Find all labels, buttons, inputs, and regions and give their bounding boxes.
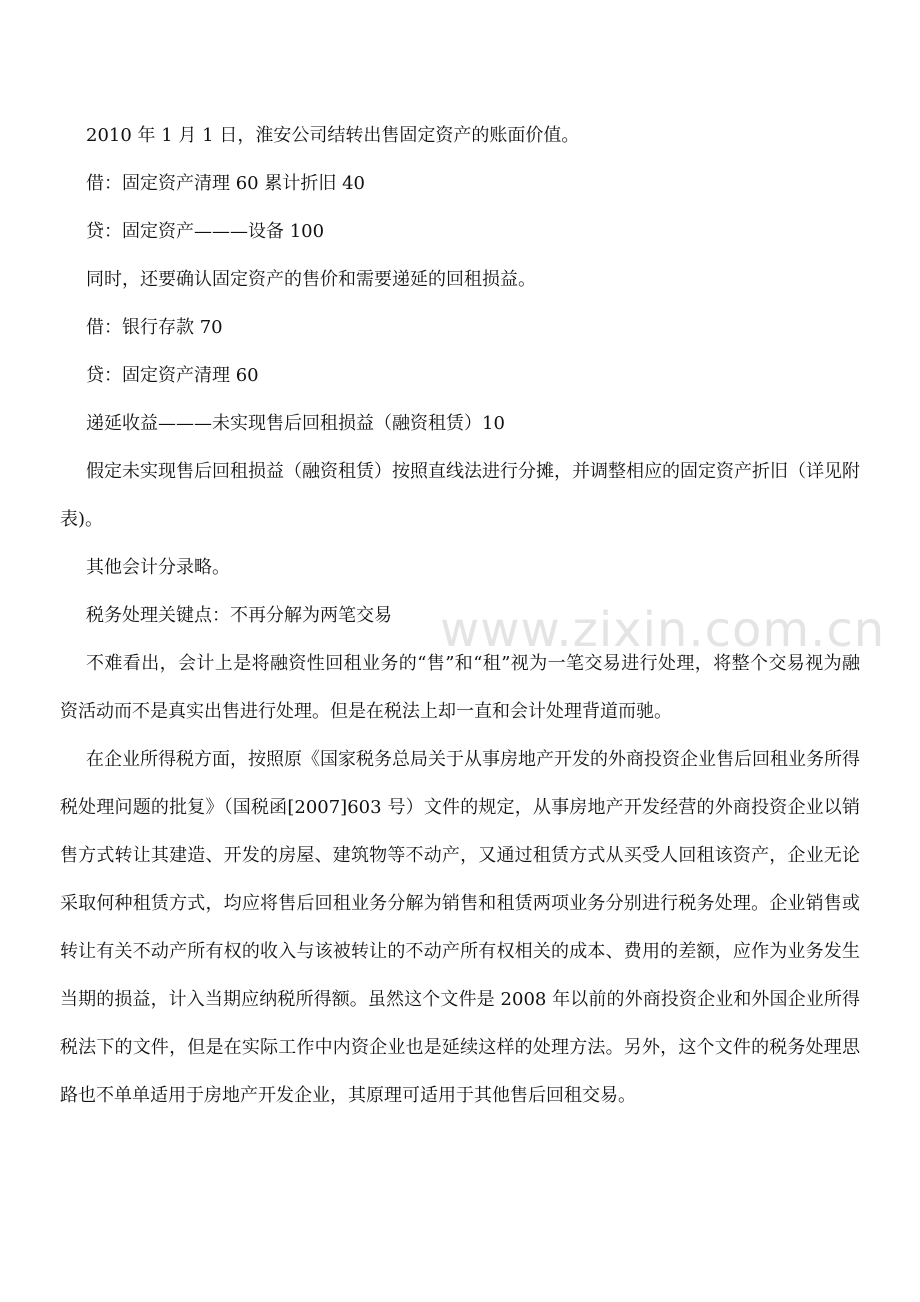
- watermark-text: www.zixin.com.cn: [440, 602, 886, 658]
- paragraph-amortization: 假定未实现售后回租损益（融资租赁）按照直线法进行分摊，并调整相应的固定资产折旧（详见附表)。: [60, 461, 860, 530]
- paragraph-debit-clearing: 借：固定资产清理 60 累计折旧 40: [86, 173, 365, 194]
- paragraph-credit-clearing: 贷：固定资产清理 60: [86, 365, 259, 386]
- paragraph-date-entry: 2010 年 1 月 1 日，淮安公司结转出售固定资产的账面价值。: [86, 125, 580, 146]
- paragraph-tax-key-point: 税务处理关键点：不再分解为两笔交易: [86, 605, 392, 626]
- document-body: [60, 112, 860, 1120]
- paragraph-deferred-income: 递延收益———未实现售后回租损益（融资租赁）10: [86, 413, 505, 434]
- paragraph-debit-bank: 借：银行存款 70: [86, 317, 223, 338]
- paragraph-other-entries: 其他会计分录略。: [86, 557, 230, 578]
- paragraph-income-tax: 在企业所得税方面，按照原《国家税务总局关于从事房地产开发的外商投资企业售后回租业务所得税处理问题的批复》（国税函[2007]603 号）文件的规定，从事房地产开发经营的外商投资企业以销售方式转让其建造、开发的房屋、建筑物等不动产，又通过租赁方式从买受人回租该资产，企业无论采取何种租赁方式，均应将售后回租业务分解为销售和租赁两项业务分别进行税务处理。企业销售或转让有关不动产所有权的收入与该被转让的不动产所有权相关的成本、费用的差额，应作为业务发生当期的损益，计入当期应纳税所得额。虽然这个文件是 2008 年以前的外商投资企业和外国企业所得税法下的文件，但是在实际工作中内资企业也是延续这样的处理方法。另外，这个文件的税务处理思路也不单单适用于房地产开发企业，其原理可适用于其他售后回租交易。: [60, 749, 860, 1106]
- paragraph-credit-equipment: 贷：固定资产———设备 100: [86, 221, 325, 242]
- paragraph-accounting-view: 不难看出，会计上是将融资性回租业务的“售”和“租”视为一笔交易进行处理，将整个交易视为融资活动而不是真实出售进行处理。但是在税法上却一直和会计处理背道而驰。: [60, 653, 860, 722]
- paragraph-confirm-price: 同时，还要确认固定资产的售价和需要递延的回租损益。: [86, 269, 536, 290]
